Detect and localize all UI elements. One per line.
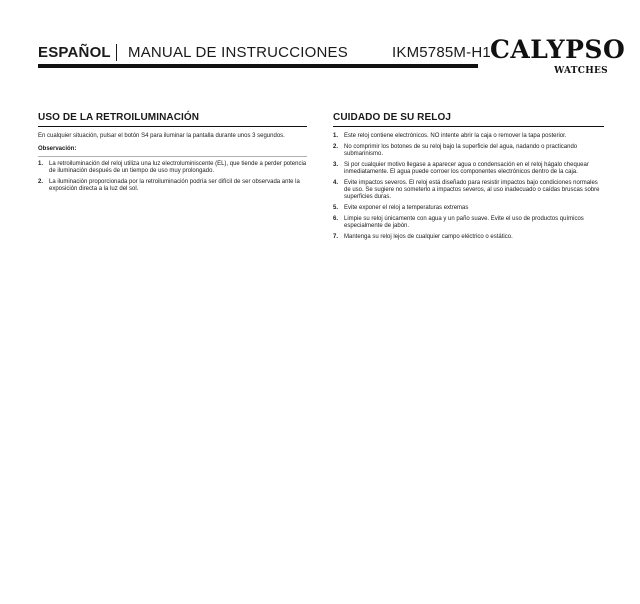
brand-logo bbox=[490, 35, 626, 76]
list-item-text: Este reloj contiene electrónicos. NO intente abrir la caja o remover la tapa posterior. bbox=[344, 133, 567, 139]
list-item-text: Limpie su reloj únicamente con agua y un paño suave. Evite el uso de productos químicos especialmente de jabón. bbox=[344, 216, 584, 229]
list-item-number: 4. bbox=[333, 180, 339, 186]
list-item bbox=[333, 205, 604, 212]
header-divider bbox=[116, 44, 117, 61]
list-item-text: Mantenga su reloj lejos de cualquier campo eléctrico o estático. bbox=[344, 234, 513, 240]
list-item-text: Evite exponer el reloj a temperaturas extremas bbox=[344, 205, 469, 211]
list-item-number: 2. bbox=[333, 144, 339, 150]
list-item-text: Si por cualquier motivo llegase a aparecer agua o condensación en el reloj hágalo chequear inmediatamente. El agua puede corroer los componentes electrónicos dentro de la caja. bbox=[344, 162, 589, 175]
list-item-text: La iluminación proporcionada por la retroiluminación podría ser difícil de ser observada ante la exposición directa a la luz del sol. bbox=[49, 179, 300, 192]
list-item bbox=[333, 180, 604, 201]
list-item-number: 6. bbox=[333, 216, 339, 222]
observation-list bbox=[38, 161, 307, 193]
page-header bbox=[38, 35, 626, 76]
watch-care-title: CUIDADO DE SU RELOJ bbox=[333, 112, 604, 127]
list-item-number: 1. bbox=[38, 161, 44, 167]
care-list bbox=[333, 133, 604, 241]
observation-divider bbox=[38, 156, 307, 157]
language-label: ESPAÑOL bbox=[38, 44, 111, 61]
backlight-intro: En cualquier situación, pulsar el botón S4 para iluminar la pantalla durante unos 3 segundos. bbox=[38, 133, 285, 139]
list-item-number: 7. bbox=[333, 234, 339, 240]
list-item bbox=[333, 216, 604, 230]
model-number: IKM5785M-H1 bbox=[392, 44, 491, 61]
list-item bbox=[38, 161, 307, 175]
list-item-number: 5. bbox=[333, 205, 339, 211]
list-item-number: 3. bbox=[333, 162, 339, 168]
brand-name: CALYPSO bbox=[490, 35, 626, 64]
list-item-text: La retroiluminación del reloj utiliza una luz electroluminiscente (EL), que tiende a perder potencia de iluminación después de un tiempo de uso muy prolongado. bbox=[49, 161, 307, 174]
backlight-title: USO DE LA RETROILUMINACIÓN bbox=[38, 112, 307, 127]
list-item-text: No comprimir los botones de su reloj bajo la superficie del agua, nadando o practicando submarinismo. bbox=[344, 144, 578, 157]
manual-title: MANUAL DE INSTRUCCIONES bbox=[128, 44, 348, 61]
list-item bbox=[333, 234, 604, 241]
observation-label: Observación: bbox=[38, 146, 77, 152]
list-item bbox=[333, 144, 604, 158]
list-item-number: 1. bbox=[333, 133, 339, 139]
list-item-text: Evite impactos severos. El reloj está diseñado para resistir impactos bajo condiciones normales de uso. Se sugiere no someterlo a impactos severos, al uso inadecuado o caídas bruscas sobre superficies duras. bbox=[344, 180, 600, 200]
list-item bbox=[333, 133, 604, 140]
list-item bbox=[333, 162, 604, 176]
list-item-number: 2. bbox=[38, 179, 44, 185]
list-item bbox=[38, 179, 307, 193]
watch-care-section bbox=[333, 112, 604, 245]
header-rule bbox=[38, 64, 478, 68]
brand-subtitle: WATCHES bbox=[554, 66, 608, 76]
backlight-section bbox=[38, 112, 307, 197]
